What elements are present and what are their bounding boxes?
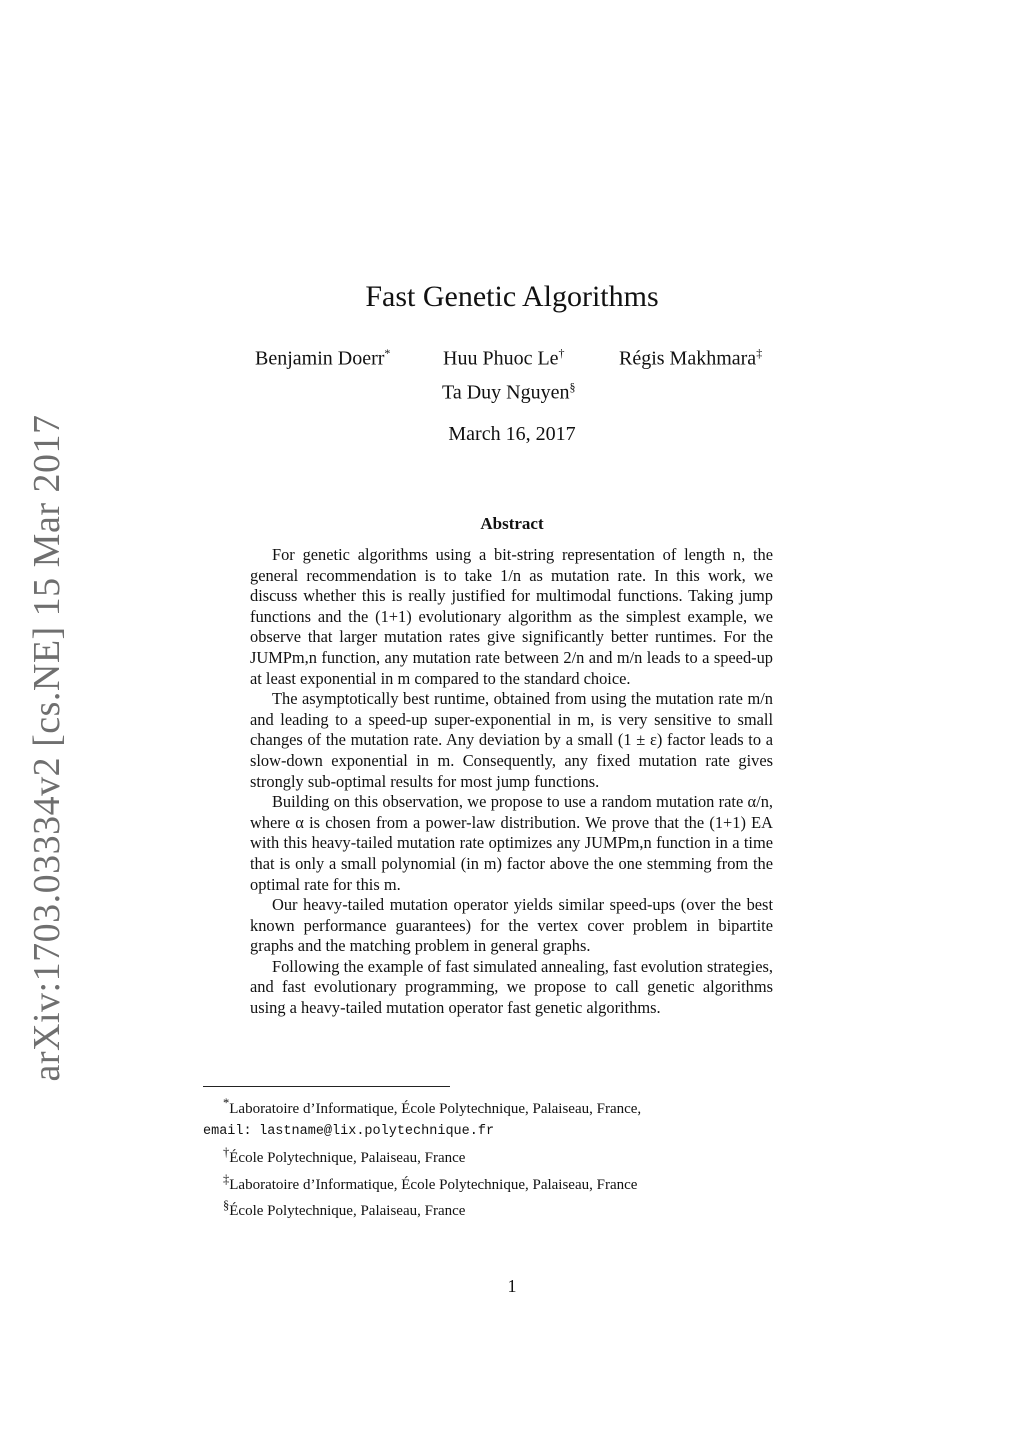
- paper-date: March 16, 2017: [448, 423, 576, 445]
- author-footnote-mark: *: [384, 346, 391, 360]
- footnote-mark: †: [223, 1145, 230, 1159]
- footnote-mark: ‡: [223, 1171, 230, 1186]
- footnote-4: [203, 1195, 763, 1222]
- author-name: Régis Makhmara: [619, 347, 757, 370]
- footnote-divider: [203, 1086, 450, 1087]
- paper-title: Fast Genetic Algorithms: [365, 280, 659, 313]
- footnote-text: École Polytechnique, Palaiseau, France: [229, 1203, 466, 1219]
- page-number: 1: [507, 1276, 517, 1296]
- footnote-3: [203, 1169, 763, 1196]
- abstract-paragraph: Building on this observation, we propose to use a random mutation rate α/n, where α is chosen from a power-law distribution. We prove that the (1+1) EA with this heavy-tailed mutation rate optimizes any JUMPm,n function in a time that is only a small polynomial (in m) factor above the one stemming from the optimal rate for this m.: [250, 792, 773, 894]
- author-name: Ta Duy Nguyen: [442, 381, 570, 404]
- abstract-paragraph: The asymptotically best runtime, obtained from using the mutation rate m/n and leading to a speed-up super-exponential in m, is very sensitive to small changes of the mutation rate. Any deviation by a small (1 ± ε) factor leads to a slow-down exponential in m. Consequently, any fixed mutation rate gives strongly sub-optimal results for most jump functions.: [250, 689, 773, 791]
- email-address[interactable]: lastname@lix.polytechnique.fr: [259, 1123, 495, 1139]
- author-doerr: [255, 346, 390, 371]
- abstract-paragraph: For genetic algorithms using a bit-string representation of length n, the general recommendation is to take 1/n as mutation rate. In this work, we discuss whether this is really justified for multimodal functions. Taking jump functions and the (1+1) evolutionary algorithm as the simplest example, we observe that larger mutation rates give significantly better runtimes. For the JUMPm,n function, any mutation rate between 2/n and m/n leads to a speed-up at least exponential in m compared to the standard choice.: [250, 545, 773, 688]
- arxiv-identifier-stamp: arXiv:1703.03334v2 [cs.NE] 15 Mar 2017: [26, 414, 68, 1082]
- footnote-email-line: [203, 1120, 763, 1143]
- abstract-paragraph: Our heavy-tailed mutation operator yields similar speed-ups (over the best known performance guarantees) for the vertex cover problem in bipartite graphs and the matching problem in general graphs.: [250, 895, 773, 956]
- footnote-text: Laboratoire d’Informatique, École Polytechnique, Palaiseau, France: [229, 1176, 638, 1193]
- email-label: email:: [203, 1123, 252, 1139]
- author-footnote-mark: ‡: [756, 346, 763, 360]
- footnote-mark: §: [223, 1198, 230, 1212]
- footnote-1: [203, 1093, 763, 1120]
- author-le: [443, 346, 565, 371]
- author-footnote-mark: †: [558, 346, 565, 360]
- footnote-text: École Polytechnique, Palaiseau, France: [229, 1150, 466, 1166]
- author-name: Benjamin Doerr: [255, 347, 385, 370]
- author-makhmara: [619, 346, 762, 371]
- footnote-text: Laboratoire d’Informatique, École Polytechnique, Palaiseau, France,: [229, 1101, 642, 1117]
- footnote-2: [203, 1142, 763, 1169]
- abstract-paragraph: Following the example of fast simulated annealing, fast evolution strategies, and fast evolutionary programming, we propose to call genetic algorithms using a heavy-tailed mutation operator fast genetic algorithms.: [250, 956, 773, 1018]
- footnote-mark: *: [223, 1096, 230, 1110]
- author-nguyen: [442, 380, 575, 405]
- author-footnote-mark: §: [569, 380, 576, 394]
- abstract-body: [250, 545, 773, 1019]
- footnotes: [203, 1093, 763, 1222]
- author-name: Huu Phuoc Le: [443, 347, 559, 370]
- abstract-heading: Abstract: [480, 514, 544, 533]
